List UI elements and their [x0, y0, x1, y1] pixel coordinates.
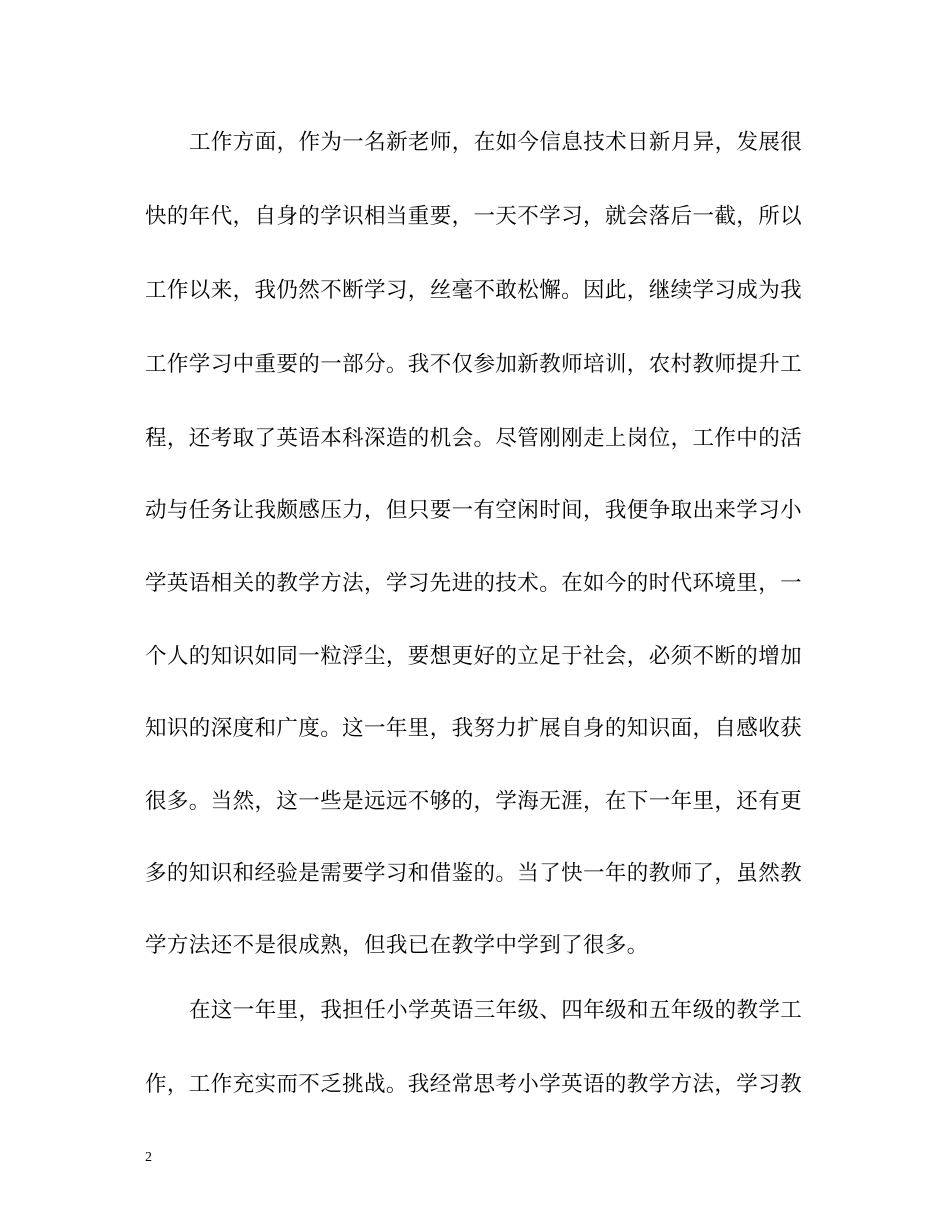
page-number: 2	[145, 1150, 152, 1165]
paragraph-line: 个人的知识如同一粒浮尘，要想更好的立足于社会，必须不断的增加	[145, 644, 803, 669]
paragraph-line: 很多。当然，这一些是远远不够的，学海无涯，在下一年里，还有更	[145, 789, 803, 814]
paragraph-line: 学方法还不是很成熟，但我已在教学中学到了很多。	[145, 933, 649, 958]
paragraph-line: 多的知识和经验是需要学习和借鉴的。当了快一年的教师了，虽然教	[145, 861, 803, 886]
paragraph-line: 快的年代，自身的学识相当重要，一天不学习，就会落后一截，所以	[145, 204, 803, 229]
paragraph-line: 工作学习中重要的一部分。我不仅参加新教师培训，农村教师提升工	[145, 352, 803, 377]
paragraph-line: 在这一年里，我担任小学英语三年级、四年级和五年级的教学工	[189, 998, 803, 1023]
paragraph-line: 工作方面，作为一名新老师，在如今信息技术日新月异，发展很	[189, 130, 803, 155]
paragraph-line: 学英语相关的教学方法，学习先进的技术。在如今的时代环境里，一	[145, 571, 803, 596]
paragraph-line: 程，还考取了英语本科深造的机会。尽管刚刚走上岗位，工作中的活	[145, 426, 803, 451]
paragraph-line: 作，工作充实而不乏挑战。我经常思考小学英语的教学方法，学习教	[145, 1072, 803, 1097]
paragraph-line: 知识的深度和广度。这一年里，我努力扩展自身的知识面，自感收获	[145, 716, 803, 741]
paragraph-line: 动与任务让我颇感压力，但只要一有空闲时间，我便争取出来学习小	[145, 498, 803, 523]
paragraph-line: 工作以来，我仍然不断学习，丝毫不敢松懈。因此，继续学习成为我	[145, 278, 803, 303]
